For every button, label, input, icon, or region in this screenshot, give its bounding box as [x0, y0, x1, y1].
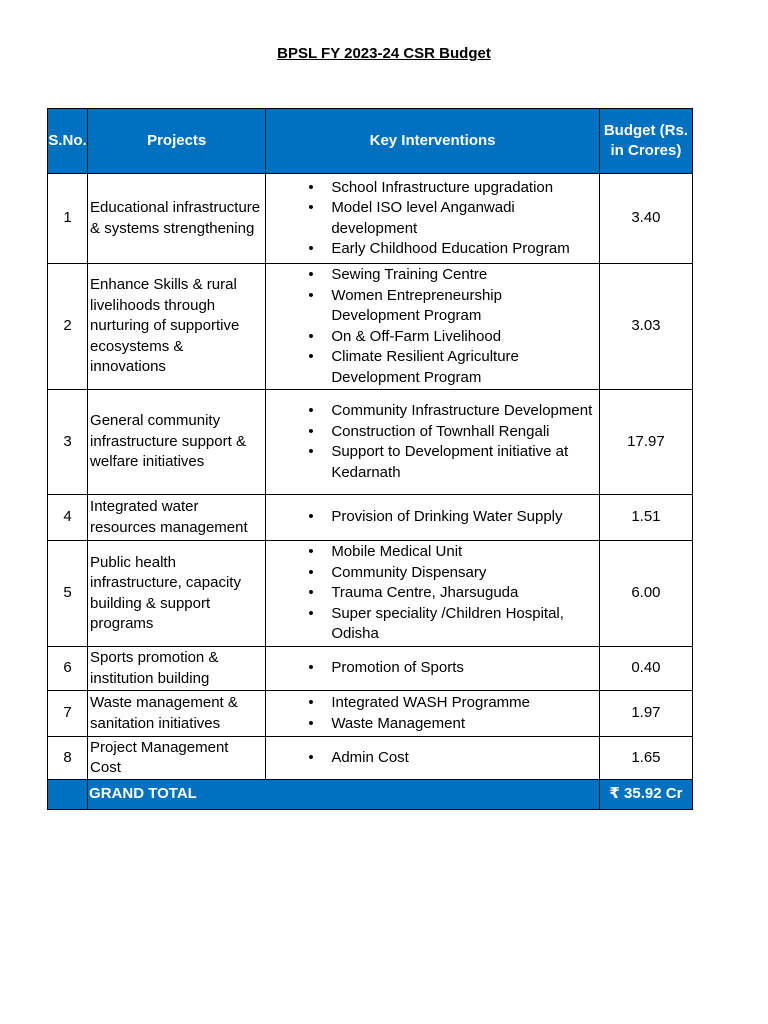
row-sno: 1: [48, 174, 88, 264]
table-row: [48, 691, 693, 737]
table-body: [48, 174, 693, 780]
row-key-interventions: [266, 737, 600, 780]
table-row: [48, 737, 693, 780]
row-project: Project Management Cost: [88, 737, 266, 780]
intervention-item: • Provision of Drinking Water Supply: [268, 507, 593, 528]
row-budget: 1.65: [599, 737, 692, 780]
interventions-list: [268, 265, 597, 388]
intervention-item: • Community Infrastructure Development: [268, 401, 593, 422]
intervention-item: • Promotion of Sports: [268, 658, 593, 679]
total-sno-cell: [48, 780, 88, 810]
row-key-interventions: [266, 647, 600, 691]
row-key-interventions: [266, 174, 600, 264]
interventions-list: [268, 658, 597, 679]
table-row: [48, 647, 693, 691]
intervention-item: • Climate Resilient Agriculture Development Program: [268, 347, 593, 388]
row-budget: 1.51: [599, 495, 692, 541]
intervention-item: • Super speciality /Children Hospital, Odisha: [268, 604, 593, 645]
interventions-list: [268, 178, 597, 260]
row-budget: 3.40: [599, 174, 692, 264]
row-key-interventions: [266, 691, 600, 737]
intervention-item: • Integrated WASH Programme: [268, 693, 593, 714]
row-project: Enhance Skills & rural livelihoods through nurturing of supportive ecosystems & innovations: [88, 264, 266, 390]
row-sno: 5: [48, 541, 88, 647]
table-row: [48, 174, 693, 264]
intervention-item: • Model ISO level Anganwadi development: [268, 198, 593, 239]
intervention-item: • Admin Cost: [268, 748, 593, 769]
row-project: Educational infrastructure & systems strengthening: [88, 174, 266, 264]
row-project: General community infrastructure support & welfare initiatives: [88, 390, 266, 495]
row-budget: 17.97: [599, 390, 692, 495]
grand-total-value: ₹ 35.92 Cr: [599, 780, 692, 810]
intervention-item: • Community Dispensary: [268, 563, 593, 584]
intervention-item: • Women Entrepreneurship Development Program: [268, 286, 593, 327]
interventions-list: [268, 507, 597, 528]
row-project: Integrated water resources management: [88, 495, 266, 541]
table-row: [48, 390, 693, 495]
row-key-interventions: [266, 541, 600, 647]
table-row: [48, 264, 693, 390]
row-project: Public health infrastructure, capacity building & support programs: [88, 541, 266, 647]
intervention-item: • On & Off-Farm Livelihood: [268, 327, 593, 348]
grand-total-label: GRAND TOTAL: [88, 780, 600, 810]
intervention-item: • Mobile Medical Unit: [268, 542, 593, 563]
row-sno: 8: [48, 737, 88, 780]
intervention-item: • Sewing Training Centre: [268, 265, 593, 286]
row-budget: 0.40: [599, 647, 692, 691]
row-key-interventions: [266, 495, 600, 541]
row-key-interventions: [266, 390, 600, 495]
interventions-list: [268, 401, 597, 483]
table-row: [48, 495, 693, 541]
intervention-item: • Support to Development initiative at Kedarnath: [268, 442, 593, 483]
row-sno: 4: [48, 495, 88, 541]
row-sno: 2: [48, 264, 88, 390]
row-sno: 3: [48, 390, 88, 495]
header-budget: Budget (Rs. in Crores): [599, 109, 692, 174]
row-budget: 1.97: [599, 691, 692, 737]
row-sno: 7: [48, 691, 88, 737]
interventions-list: [268, 693, 597, 734]
intervention-item: • School Infrastructure upgradation: [268, 178, 593, 199]
header-key-interventions: Key Interventions: [266, 109, 600, 174]
row-budget: 6.00: [599, 541, 692, 647]
table-row: [48, 541, 693, 647]
grand-total-row: [48, 780, 693, 810]
intervention-item: • Trauma Centre, Jharsuguda: [268, 583, 593, 604]
row-sno: 6: [48, 647, 88, 691]
row-project: Sports promotion & institution building: [88, 647, 266, 691]
header-projects: Projects: [88, 109, 266, 174]
row-budget: 3.03: [599, 264, 692, 390]
table-header-row: [48, 109, 693, 174]
row-project: Waste management & sanitation initiatives: [88, 691, 266, 737]
interventions-list: [268, 542, 597, 645]
csr-budget-table: [47, 108, 693, 810]
interventions-list: [268, 748, 597, 769]
row-key-interventions: [266, 264, 600, 390]
intervention-item: • Waste Management: [268, 714, 593, 735]
page-title: BPSL FY 2023-24 CSR Budget: [277, 45, 491, 62]
intervention-item: • Construction of Townhall Rengali: [268, 422, 593, 443]
header-sno: S.No.: [48, 109, 88, 174]
intervention-item: • Early Childhood Education Program: [268, 239, 593, 260]
